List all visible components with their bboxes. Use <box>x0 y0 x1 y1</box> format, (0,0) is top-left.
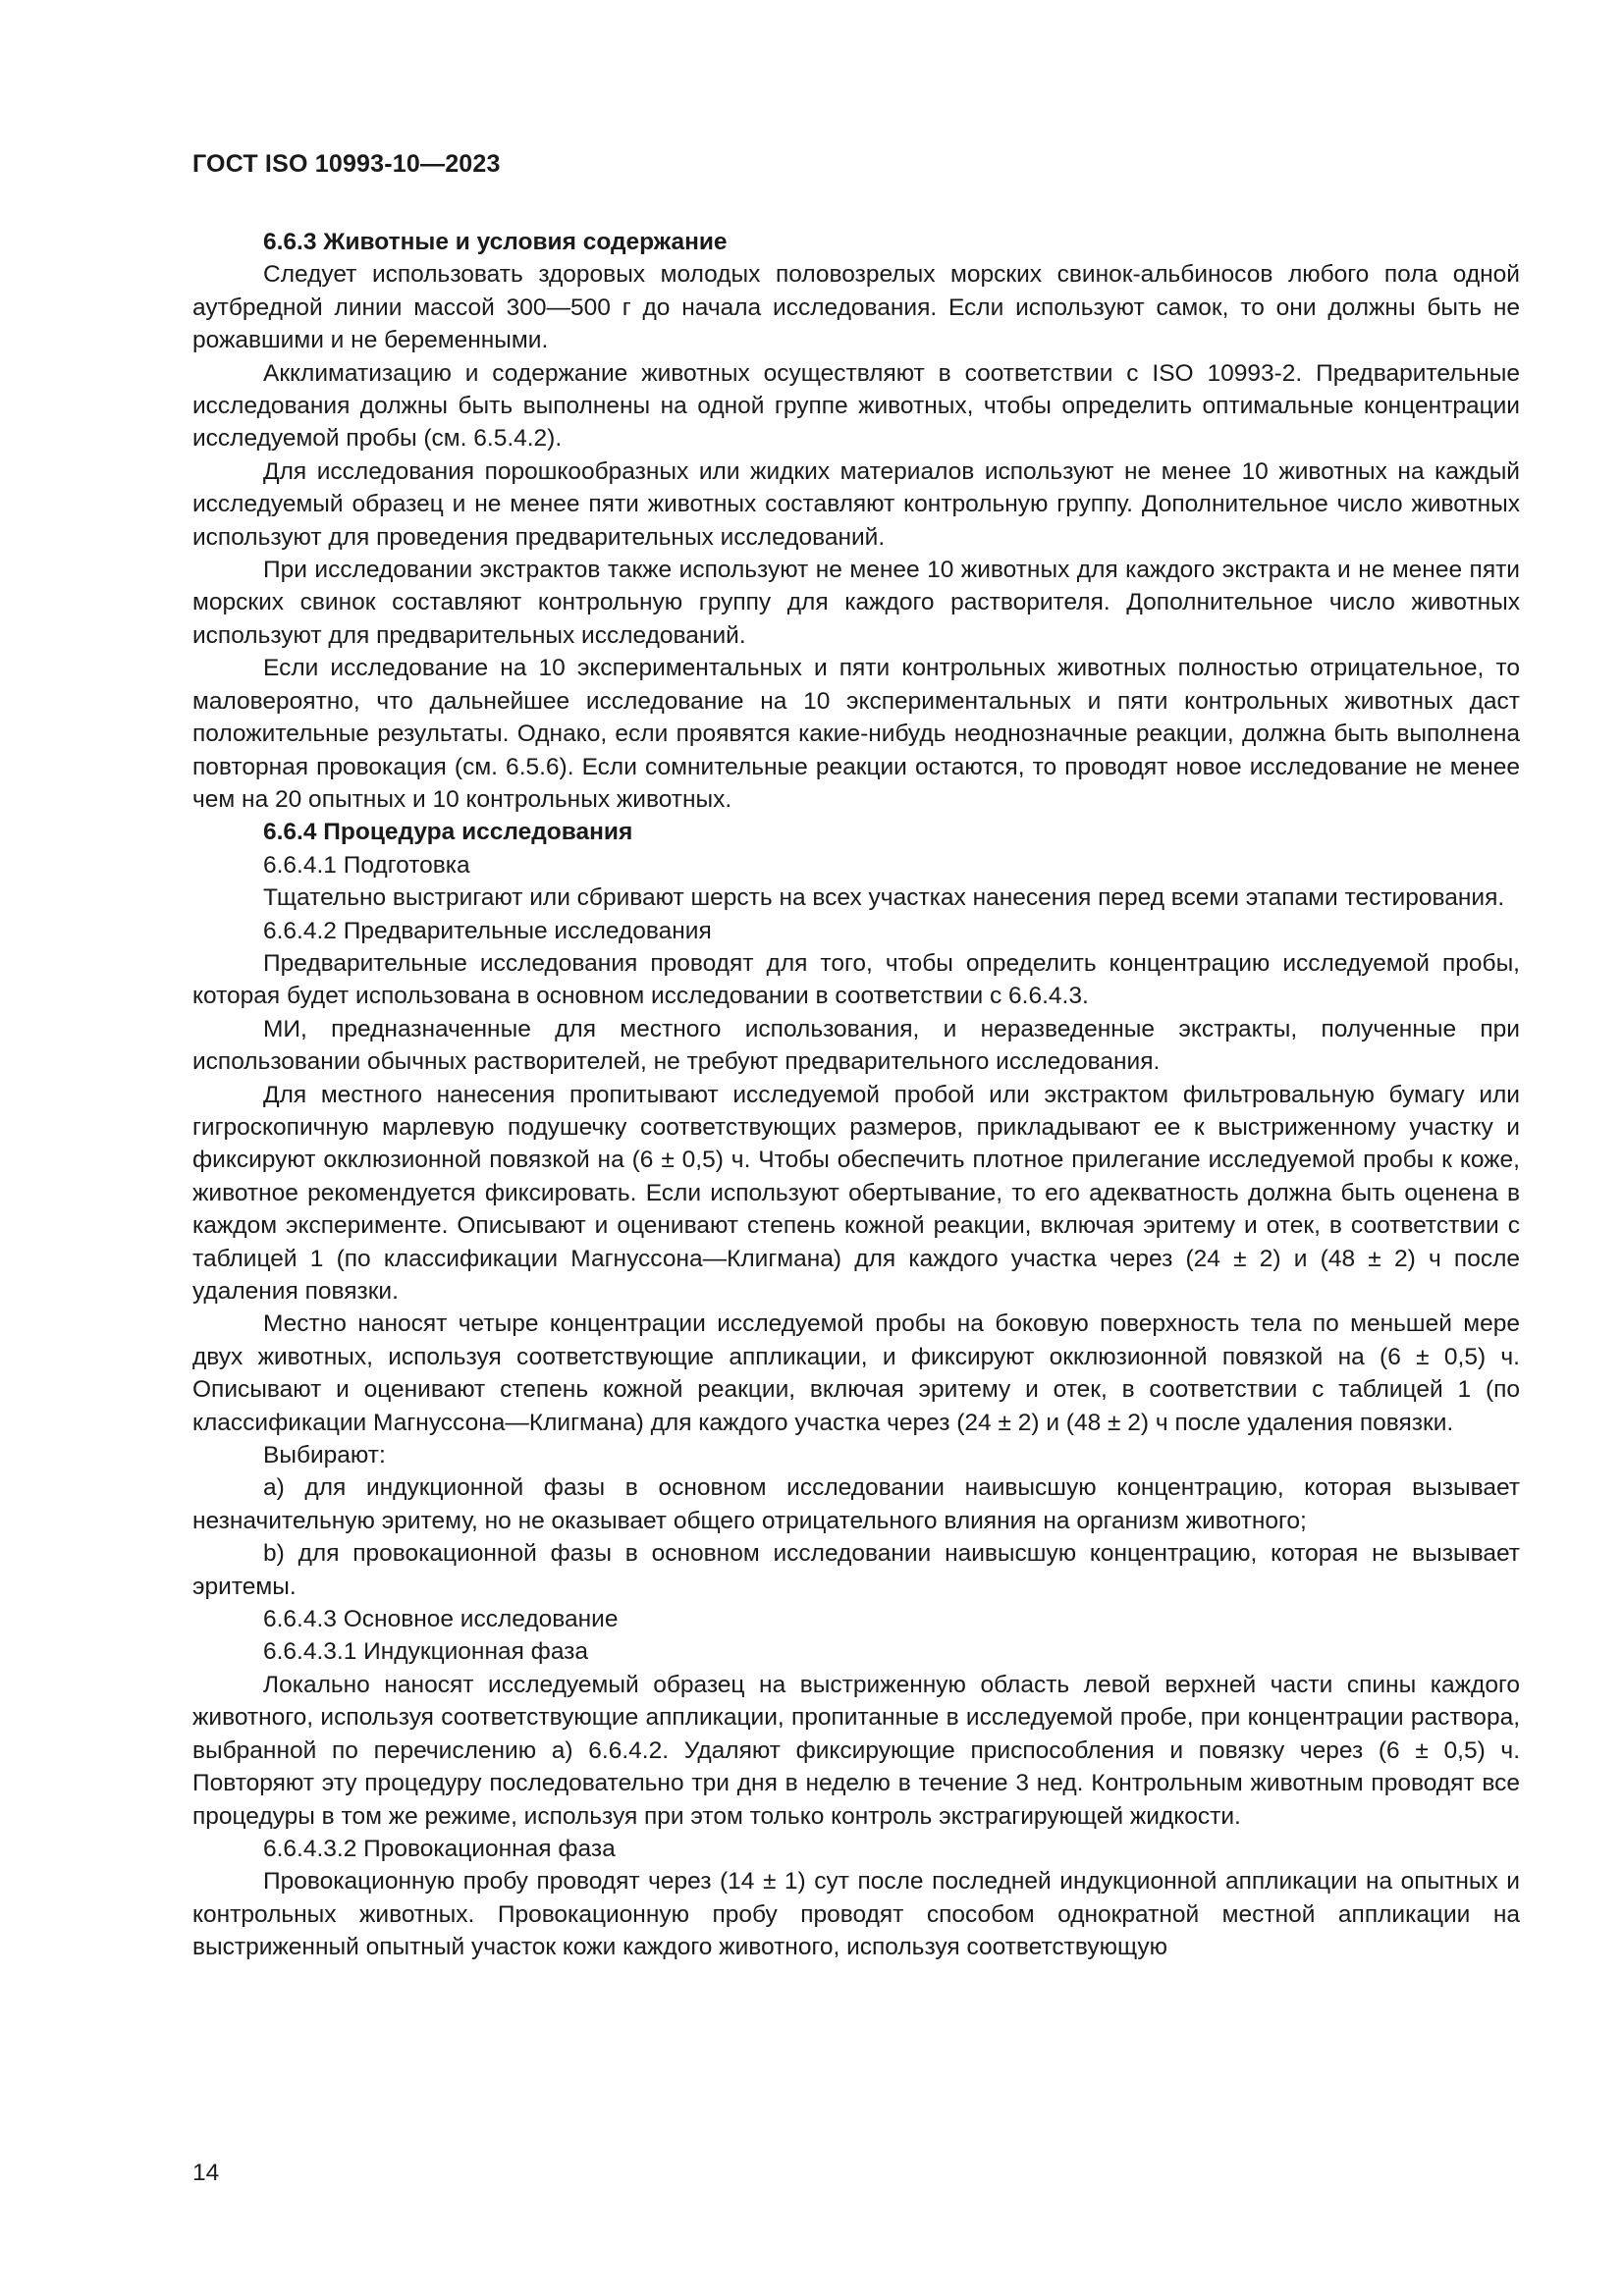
paragraph: 6.6.4.3 Основное исследование <box>263 1606 619 1633</box>
paragraph: Акклиматизацию и содержание животных осуществляют в соответствии с ISO 10993-2. Предварительные исследования должны быть выполнены на одной группе животных, чтобы определить оптимальные концентрации исследуемой пробы (см. 6.5.4.2). <box>192 359 1520 453</box>
paragraph: 6.6.4.1 Подготовка <box>263 851 470 879</box>
section-heading: 6.6.4 Процедура исследования <box>263 819 633 846</box>
paragraph: a) для индукционной фазы в основном исследовании наивысшую концентрацию, которая вызывает незначительную эритему, но не оказывает общего отрицательного влияния на организм животного; <box>192 1474 1520 1534</box>
paragraph: 6.6.4.3.2 Провокационная фаза <box>263 1835 616 1862</box>
paragraph: b) для провокационной фазы в основном исследовании наивысшую концентрацию, которая не вызывает эритемы. <box>192 1540 1520 1600</box>
paragraph: Тщательно выстригают или сбривают шерсть на всех участках нанесения перед всеми этапами тестирования. <box>263 884 1505 912</box>
paragraph: Для местного нанесения пропитывают исследуемой пробой или экстрактом фильтровальную бумагу или гигроскопичную марлевую подушечку соответствующих размеров, прикладывают ее к выстриженному участку и фиксируют окклюзионной повязкой на (6 ± 0,5) ч. Чтобы обеспечить плотное прилегание исследуемой пробы к коже, животное рекомендуется фиксировать. Если используют обертывание, то его адекватность должна быть оценена в каждом эксперименте. Описывают и оценивают степень кожной реакции, включая эритему и отек, в соответствии с таблицей 1 (по классификации Магнуссона—Клигмана) для каждого участка через (24 ± 2) и (48 ± 2) ч после удаления повязки. <box>192 1081 1520 1305</box>
paragraph: 6.6.4.2 Предварительные исследования <box>263 917 712 944</box>
paragraph: 6.6.4.3.1 Индукционная фаза <box>263 1638 589 1666</box>
paragraph: Следует использовать здоровых молодых половозрелых морских свинок-альбиносов любого пола одной аутбредной линии массой 300—500 г до начала исследования. Если используют самок, то они должны быть не рожавшими и не беременными. <box>192 261 1520 354</box>
paragraph: Локально наносят исследуемый образец на выстриженную область левой верхней части спины каждого животного, используя соответствующие аппликации, пропитанные в исследуемой пробе, при концентрации раствора, выбранной по перечислению a) 6.6.4.2. Удаляют фиксирующие приспособления и повязку через (6 ± 0,5) ч. Повторяют эту процедуру последовательно три дня в неделю в течение 3 нед. Контрольным животным проводят все процедуры в том же режиме, используя при этом только контроль экстрагирующей жидкости. <box>192 1671 1520 1830</box>
paragraph: Выбирают: <box>263 1442 386 1469</box>
page-number: 14 <box>192 2160 220 2186</box>
paragraph: МИ, предназначенные для местного использования, и неразведенные экстракты, полученные при использовании обычных растворителей, не требуют предварительного исследования. <box>192 1015 1520 1076</box>
paragraph: Местно наносят четыре концентрации исследуемой пробы на боковую поверхность тела по меньшей мере двух животных, используя соответствующие аппликации, и фиксируют окклюзионной повязкой на (6 ± 0,5) ч. Описывают и оценивают степень кожной реакции, включая эритему и отек, в соответствии с таблицей 1 (по классификации Магнуссона—Клигмана) для каждого участка через (24 ± 2) и (48 ± 2) ч после удаления повязки. <box>192 1310 1520 1436</box>
section-heading: 6.6.3 Животные и условия содержание <box>263 229 728 255</box>
paragraph: Предварительные исследования проводят для того, чтобы определить концентрацию исследуемой пробы, которая будет использована в основном исследовании в соответствии с 6.6.4.3. <box>192 949 1520 1010</box>
paragraph: Для исследования порошкообразных или жидких материалов используют не менее 10 животных на каждый исследуемый образец и не менее пяти животных составляют контрольную группу. Дополнительное число животных используют для проведения предварительных исследований. <box>192 457 1520 551</box>
paragraph: Если исследование на 10 экспериментальных и пяти контрольных животных полностью отрицательное, то маловероятно, что дальнейшее исследование на 10 экспериментальных и пяти контрольных животных даст положительные результаты. Однако, если проявятся какие-нибудь неоднозначные реакции, должна быть выполнена повторная провокация (см. 6.5.6). Если сомнительные реакции остаются, то проводят новое исследование не менее чем на 20 опытных и 10 контрольных животных. <box>192 655 1520 813</box>
paragraph: При исследовании экстрактов также используют не менее 10 животных для каждого экстракта и не менее пяти морских свинок составляют контрольную группу для каждого растворителя. Дополнительное число животных используют для предварительных исследований. <box>192 557 1520 649</box>
document-header: ГОСТ ISO 10993-10—2023 <box>192 150 501 178</box>
paragraph: Провокационную пробу проводят через (14 ± 1) сут после последней индукционной аппликации на опытных и контрольных животных. Провокационную пробу проводят способом однократной местной аппликации на выстриженный опытный участок кожи каждого животного, используя соответствующую <box>192 1868 1520 1961</box>
document-body <box>192 226 1520 1964</box>
